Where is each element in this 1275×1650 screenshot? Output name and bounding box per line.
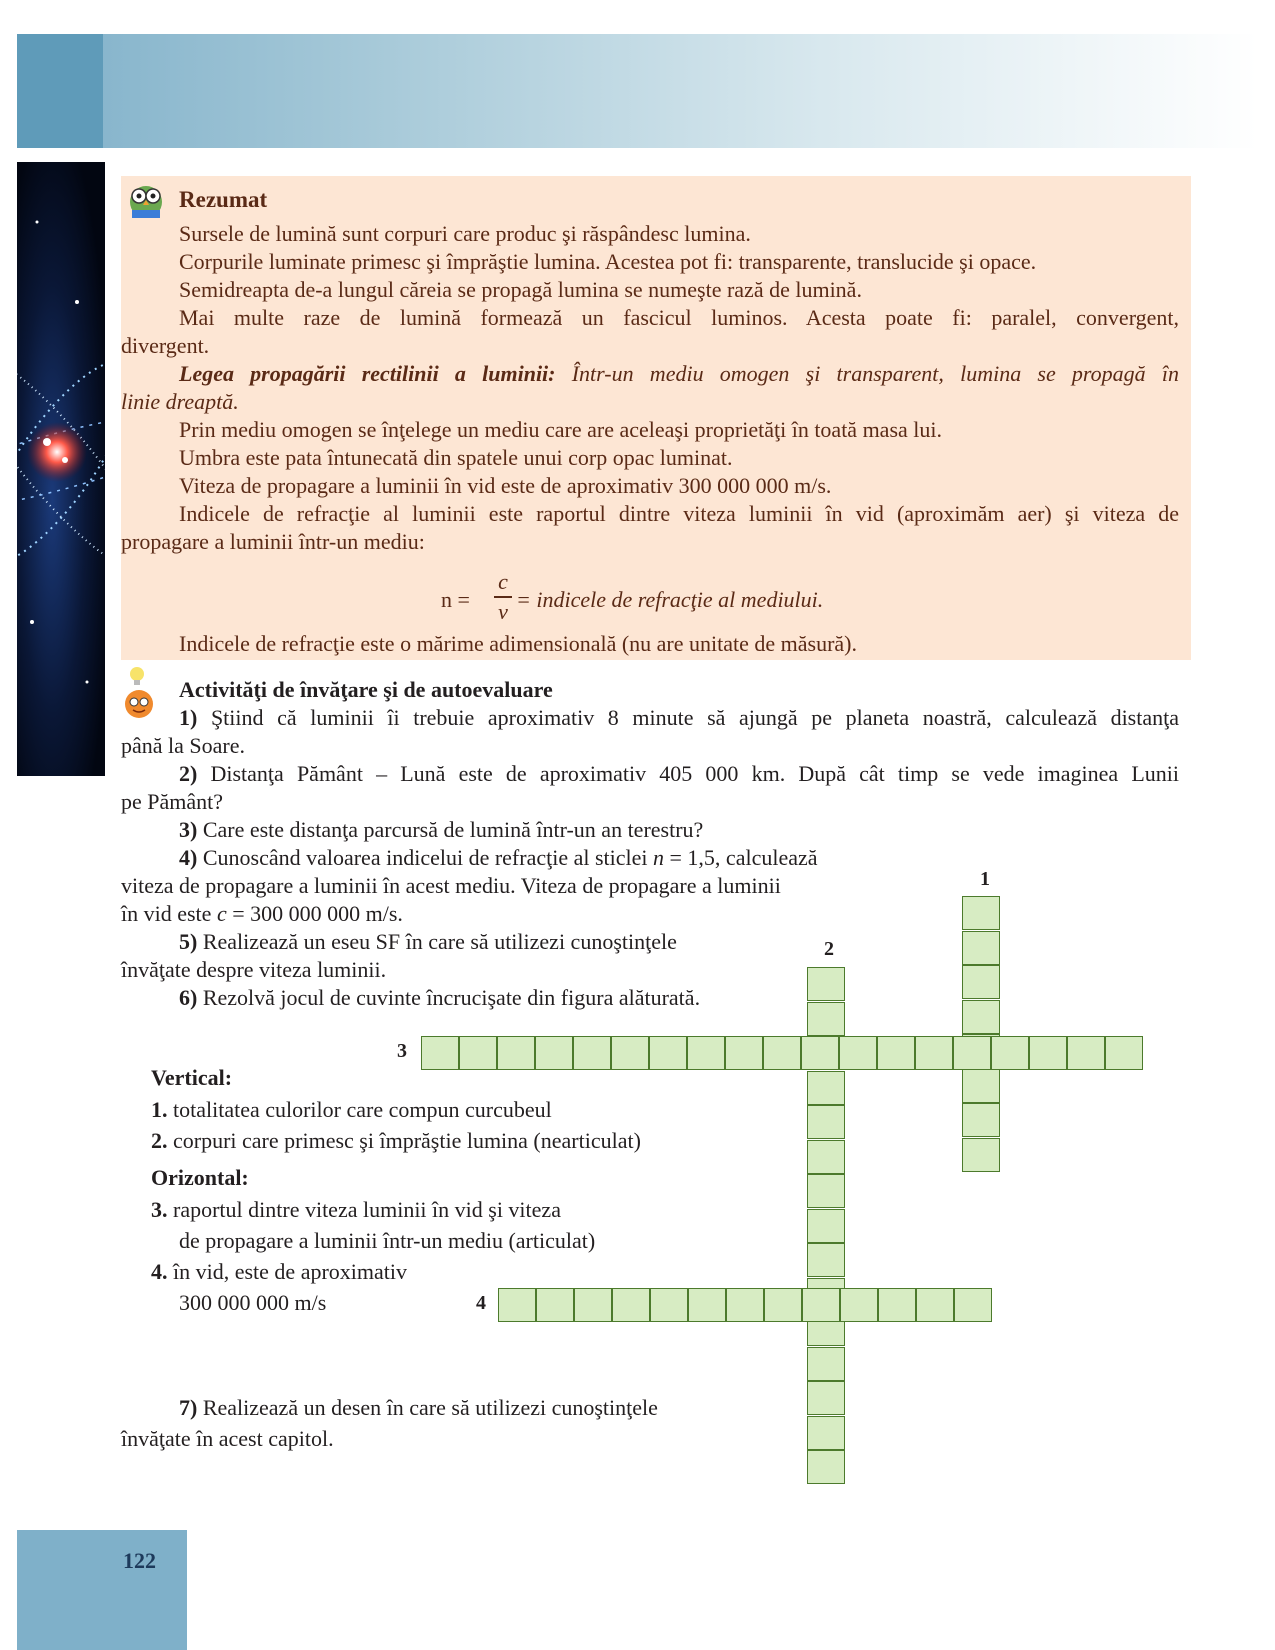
crossword-cell[interactable] (688, 1288, 726, 1322)
summary-p8: Viteza de propagare a luminii în vid este de aproximativ 300 000 000 m/s. (179, 473, 832, 498)
clue-v1-text: totalitatea culorilor care compun curcubeul (173, 1097, 552, 1122)
crossword-cell[interactable] (807, 1347, 845, 1381)
crossword-cell[interactable] (1105, 1036, 1143, 1070)
q4-text-cont: viteza de propagare a luminii în acest mediu. Viteza de propagare a luminii (121, 873, 781, 898)
summary-p1: Sursele de lumină sunt corpuri care produc şi răspândesc lumina. (179, 221, 751, 246)
crossword-cell[interactable] (877, 1036, 915, 1070)
crossword-cell[interactable] (962, 896, 1000, 930)
crossword-cell[interactable] (573, 1036, 611, 1070)
crossword-cell[interactable] (726, 1288, 764, 1322)
q3-number: 3) (179, 817, 198, 842)
q4-var-c: c (216, 901, 227, 926)
lightbulb-mascot-icon (124, 664, 162, 720)
formula-denominator: v (498, 598, 508, 624)
q5-number: 5) (179, 929, 198, 954)
activities-title: Activităţi de învăţare şi de autoevaluare (179, 677, 553, 702)
q2-text-cont: pe Pământ? (121, 789, 224, 814)
crossword-cell[interactable] (687, 1036, 725, 1070)
crossword-cell[interactable] (574, 1288, 612, 1322)
law-text: Într-un mediu omogen şi transparent, lumina se propagă în (571, 361, 1179, 386)
crossword-cell[interactable] (801, 1036, 839, 1070)
crossword-cell[interactable] (649, 1036, 687, 1070)
clue-h4 (151, 1258, 407, 1286)
crossword-cell[interactable] (535, 1036, 573, 1070)
clue-h3-number: 3. (151, 1197, 168, 1222)
q7-text: Realizează un desen în care să utilizezi cunoştinţele (202, 1395, 658, 1420)
crossword-cell[interactable] (962, 1069, 1000, 1103)
footer-accent-block (17, 1530, 187, 1650)
crossword-cell[interactable] (725, 1036, 763, 1070)
clue-h3-cont: de propagare a luminii într-un mediu (articulat) (179, 1228, 596, 1253)
clue-v1 (151, 1096, 552, 1124)
crossword-label-4: 4 (476, 1292, 486, 1314)
clue-v1-number: 1. (151, 1097, 168, 1122)
crossword-cell[interactable] (807, 1174, 845, 1208)
q7-text-cont: învăţate în acest capitol. (121, 1426, 334, 1451)
crossword-cell[interactable] (807, 1209, 845, 1243)
q1-number: 1) (179, 705, 198, 730)
crossword-cell[interactable] (807, 1002, 845, 1036)
crossword-cell[interactable] (953, 1036, 991, 1070)
crossword-cell[interactable] (612, 1288, 650, 1322)
q5-text-cont: învăţate despre viteza luminii. (121, 957, 387, 982)
horizontal-title: Orizontal: (151, 1165, 249, 1190)
summary-law-cont: linie dreaptă. (121, 389, 239, 414)
clue-h3-text: raportul dintre viteza luminii în vid şi viteza (173, 1197, 561, 1222)
formula-numerator: c (498, 569, 508, 594)
question-4 (179, 844, 818, 872)
crossword-cell[interactable] (954, 1288, 992, 1322)
q2-number: 2) (179, 761, 198, 786)
clue-v2 (151, 1127, 641, 1155)
summary-p4: Mai multe raze de lumină formează un fascicul luminos. Acesta poate fi: paralel, convergent, (179, 305, 1179, 330)
clue-h4-text: în vid, este de aproximativ (173, 1259, 407, 1284)
summary-p9-cont: propagare a luminii într-un mediu: (121, 529, 425, 554)
crossword-cell[interactable] (807, 1140, 845, 1174)
page-number: 122 (123, 1548, 156, 1573)
clue-h4-number: 4. (151, 1259, 168, 1284)
crossword-cell[interactable] (1029, 1036, 1067, 1070)
crossword-cell[interactable] (807, 1450, 845, 1484)
crossword-cell[interactable] (497, 1036, 535, 1070)
q4-text-cont2 (121, 900, 403, 928)
q6-text: Rezolvă jocul de cuvinte încrucişate din figura alăturată. (202, 985, 701, 1010)
crossword-cell[interactable] (807, 1105, 845, 1139)
q1-text: Ştiind că luminii îi trebuie aproximativ 8 minute să ajungă pe planeta noastră, calculează distanţa (210, 705, 1179, 730)
crossword-cell[interactable] (991, 1036, 1029, 1070)
crossword-cell[interactable] (498, 1288, 536, 1322)
crossword-cell[interactable] (764, 1288, 802, 1322)
q1-text-cont: până la Soare. (121, 733, 245, 758)
crossword-cell[interactable] (807, 1243, 845, 1277)
crossword-cell[interactable] (650, 1288, 688, 1322)
crossword-cell[interactable] (807, 1381, 845, 1415)
q4-text-a: Cunoscând valoarea indicelui de refracţie al sticlei (202, 845, 648, 870)
owl-mascot-icon (124, 176, 168, 220)
q4-text-c: în vid este (121, 901, 212, 926)
summary-p6: Prin mediu omogen se înţelege un mediu care are aceleaşi proprietăţi în toată masa lui. (179, 417, 942, 442)
crossword-cell[interactable] (839, 1036, 877, 1070)
header-accent-block (17, 34, 103, 148)
q7-number: 7) (179, 1395, 198, 1420)
vertical-title: Vertical: (151, 1065, 233, 1090)
q6-number: 6) (179, 985, 198, 1010)
crossword-cell[interactable] (916, 1288, 954, 1322)
law-title: Legea propagării rectilinii a luminii: (179, 361, 556, 386)
atom-illustration (17, 162, 105, 776)
q5-text: Realizează un eseu SF în care să utilizezi cunoştinţele (202, 929, 677, 954)
crossword-cell[interactable] (962, 931, 1000, 965)
q3-text: Care este distanţa parcursă de lumină într-un an terestru? (202, 817, 704, 842)
summary-p7: Umbra este pata întunecată din spatele unui corp opac luminat. (179, 445, 733, 470)
crossword-cell[interactable] (840, 1288, 878, 1322)
question-7 (179, 1394, 658, 1422)
crossword-cell[interactable] (962, 965, 1000, 999)
formula-fraction (494, 570, 512, 624)
crossword-cell[interactable] (763, 1036, 801, 1070)
crossword-cell[interactable] (807, 1416, 845, 1450)
q2-text: Distanţa Pământ – Lună este de aproximativ 405 000 km. După cât timp se vede imaginea Lunii (210, 761, 1179, 786)
summary-p9: Indicele de refracţie al luminii este raportul dintre viteza luminii în vid (aproximăm aer) şi viteza de (179, 501, 1179, 526)
atom-orbits-icon (17, 162, 105, 776)
q4-var-n: n (653, 845, 665, 870)
summary-p10: Indicele de refracţie este o mărime adimensională (nu are unitate de măsură). (179, 631, 858, 656)
header-band (17, 34, 1258, 148)
crossword-label-2: 2 (824, 938, 834, 960)
crossword-cell[interactable] (802, 1288, 840, 1322)
crossword-cell[interactable] (1067, 1036, 1105, 1070)
question-3 (179, 816, 703, 844)
q4-number: 4) (179, 845, 198, 870)
crossword-cell[interactable] (459, 1036, 497, 1070)
crossword-cell[interactable] (962, 1000, 1000, 1034)
crossword-cell[interactable] (421, 1036, 459, 1070)
crossword-cell[interactable] (915, 1036, 953, 1070)
question-2 (179, 760, 1179, 788)
clue-v2-number: 2. (151, 1128, 168, 1153)
formula-left: n = (441, 587, 470, 612)
clue-h4-cont: 300 000 000 m/s (179, 1290, 327, 1315)
crossword-cell[interactable] (962, 1103, 1000, 1137)
summary-law (179, 360, 1179, 388)
crossword-cell[interactable] (807, 1071, 845, 1105)
crossword-cell[interactable] (536, 1288, 574, 1322)
q4-text-d: = 300 000 000 m/s. (232, 901, 403, 926)
crossword-label-1: 1 (980, 868, 990, 890)
clue-h3 (151, 1196, 561, 1224)
formula-right: = indicele de refracţie al mediului. (516, 587, 824, 612)
question-1 (179, 704, 1179, 732)
crossword-cell[interactable] (807, 967, 845, 1001)
crossword-label-3: 3 (397, 1040, 407, 1062)
summary-title: Rezumat (179, 187, 268, 212)
fraction-bar (494, 596, 512, 598)
question-6 (179, 984, 700, 1012)
crossword-cell[interactable] (611, 1036, 649, 1070)
summary-p3: Semidreapta de-a lungul căreia se propagă lumina se numeşte rază de lumină. (179, 277, 862, 302)
clue-v2-text: corpuri care primesc şi împrăştie lumina (nearticulat) (173, 1128, 641, 1153)
crossword-cell[interactable] (962, 1138, 1000, 1172)
question-5 (179, 928, 677, 956)
q4-text-b: = 1,5, calculează (669, 845, 818, 870)
crossword-cell[interactable] (878, 1288, 916, 1322)
summary-p2: Corpurile luminate primesc şi împrăştie lumina. Acestea pot fi: transparente, translucide şi opace. (179, 249, 1037, 274)
summary-p4-cont: divergent. (121, 333, 210, 358)
